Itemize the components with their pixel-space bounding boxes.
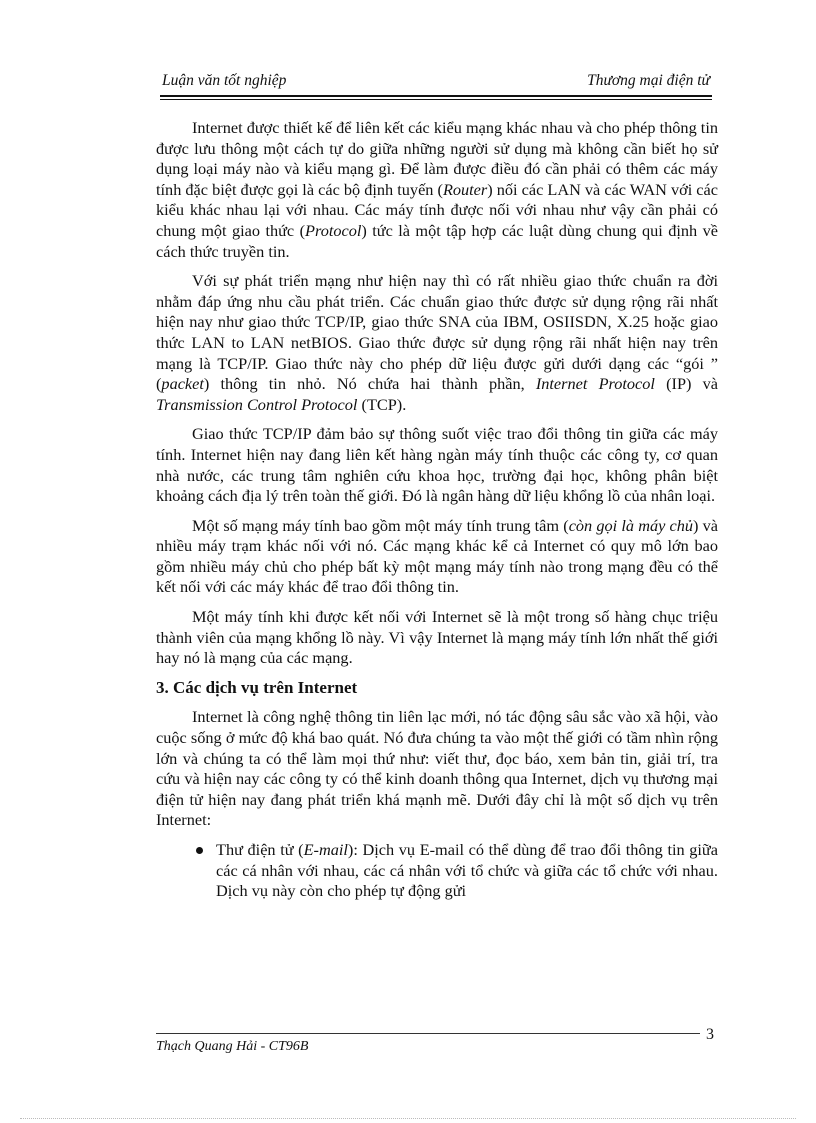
page-number: 3 (706, 1026, 714, 1043)
bullet-item-email (156, 840, 718, 902)
text-run: Internet được thiết kế để liên kết các kiểu mạng khác nhau và cho phép thông tin được lưu thông một cách tự do giữa những người sử dụng mà không cần biết họ sử dụng loại máy nào và kiểu mạng gì. Để làm được điều đó cần phải có thêm các máy tính đặc biệt được gọi là các bộ định tuyến ( (156, 118, 718, 199)
header-left-title: Luận văn tốt nghiệp (162, 72, 287, 89)
text-run: ) nối các LAN và các WAN với các kiểu khác nhau lại với nhau. Các máy tính được nối với nhau như vậy cần phải có chung một giao thức ( (156, 179, 718, 240)
text-run: (IP) và (654, 374, 719, 394)
document-body (156, 118, 718, 911)
paragraph-5: Một máy tính khi được kết nối với Internet sẽ là một trong số hàng chục triệu thành viên của mạng khổng lồ này. Vì vậy Internet là mạng máy tính lớn nhất thế giới hay nó là mạng của các mạng. (156, 607, 718, 668)
paragraph-1 (156, 118, 718, 262)
text-run: Thư điện tử ( (216, 840, 304, 859)
text-run: ): Dịch vụ E-mail có thể dùng để trao đổi thông tin giữa các cá nhân với nhau, các cá nhân với tổ chức và giữa các tổ chức với nhau. Dịch vụ này còn cho phép tự động gửi (216, 840, 718, 901)
paragraph-3: Giao thức TCP/IP đảm bảo sự thông suốt việc trao đổi thông tin giữa các máy tính. Internet hiện nay đang liên kết hàng ngàn máy tính thuộc các công ty, cơ quan nhà nước, các trung tâm nghiên cứu khoa học, trường đại học, không phân biệt khoảng cách địa lý trên toàn thế giới. Đó là ngân hàng dữ liệu khổng lồ của nhân loại. (156, 424, 718, 506)
italic-term: E-mail (303, 840, 348, 859)
text-run: ) tức là một tập hợp các luật dùng chung qui định về cách thức truyền tin. (156, 220, 718, 261)
italic-term: packet (161, 374, 204, 394)
text-run: Với sự phát triển mạng như hiện nay thì có rất nhiều giao thức chuẩn ra đời nhằm đáp ứng nhu cầu phát triển. Các chuẩn giao thức được sử dụng rộng rãi nhất hiện nay như giao thức TCP/IP, giao thức SNA của IBM, OSIISDN, X.25 hoặc giao thức LAN to LAN netBIOS. Giao thức được sử dụng rộng rãi nhất hiện nay trên mạng là TCP/IP. Giao thức này cho phép dữ liệu được gửi dưới dạng các “gói ” ( (156, 271, 718, 394)
header-rule-thin (160, 99, 712, 100)
paragraph-6: Internet là công nghệ thông tin liên lạc mới, nó tác động sâu sắc vào xã hội, vào cuộc sống ở mức độ khá bao quát. Nó đưa chúng ta vào một thế giới có tầm nhìn rộng lớn và chúng ta có thể làm mọi thứ như: viết thư, đọc báo, xem bản tin, giải trí, tra cứu và hiện nay các công ty có thể kinh doanh thông qua Internet, dịch vụ thương mại điện tử hiện nay đang phát triển khá mạnh mẽ. Dưới đây chỉ là một số dịch vụ trên Internet: (156, 707, 718, 830)
text-run: ) thông tin nhỏ. Nó chứa hai thành phần, (203, 374, 536, 394)
paragraph-4 (156, 516, 718, 598)
bullet-icon (196, 847, 203, 854)
paragraph-2 (156, 271, 718, 415)
page-header (160, 72, 712, 94)
italic-term: Protocol (305, 220, 362, 240)
italic-term: còn gọi là máy chủ (568, 515, 694, 535)
italic-term: Transmission Control Protocol (156, 394, 358, 414)
text-run: (TCP). (357, 394, 407, 414)
header-right-title: Thương mại điện tử (587, 72, 710, 89)
section-heading: 3. Các dịch vụ trên Internet (156, 677, 358, 697)
footer-rule (156, 1033, 700, 1034)
footer-author: Thạch Quang Hải - CT96B (156, 1039, 309, 1054)
italic-term: Internet Protocol (535, 374, 655, 394)
page-edge-divider (20, 1118, 796, 1119)
header-rule-thick (160, 95, 712, 97)
italic-term: Router (442, 179, 488, 199)
text-run: Một số mạng máy tính bao gồm một máy tính trung tâm ( (192, 515, 569, 535)
text-run: ) và nhiều máy trạm khác nối với nó. Các mạng khác kể cả Internet có quy mô lớn bao gồm nhiều máy chủ cho phép bất kỳ một mạng máy tính nào trong mạng đều có thể kết nối với các máy khác để trao đổi thông tin. (156, 515, 719, 597)
